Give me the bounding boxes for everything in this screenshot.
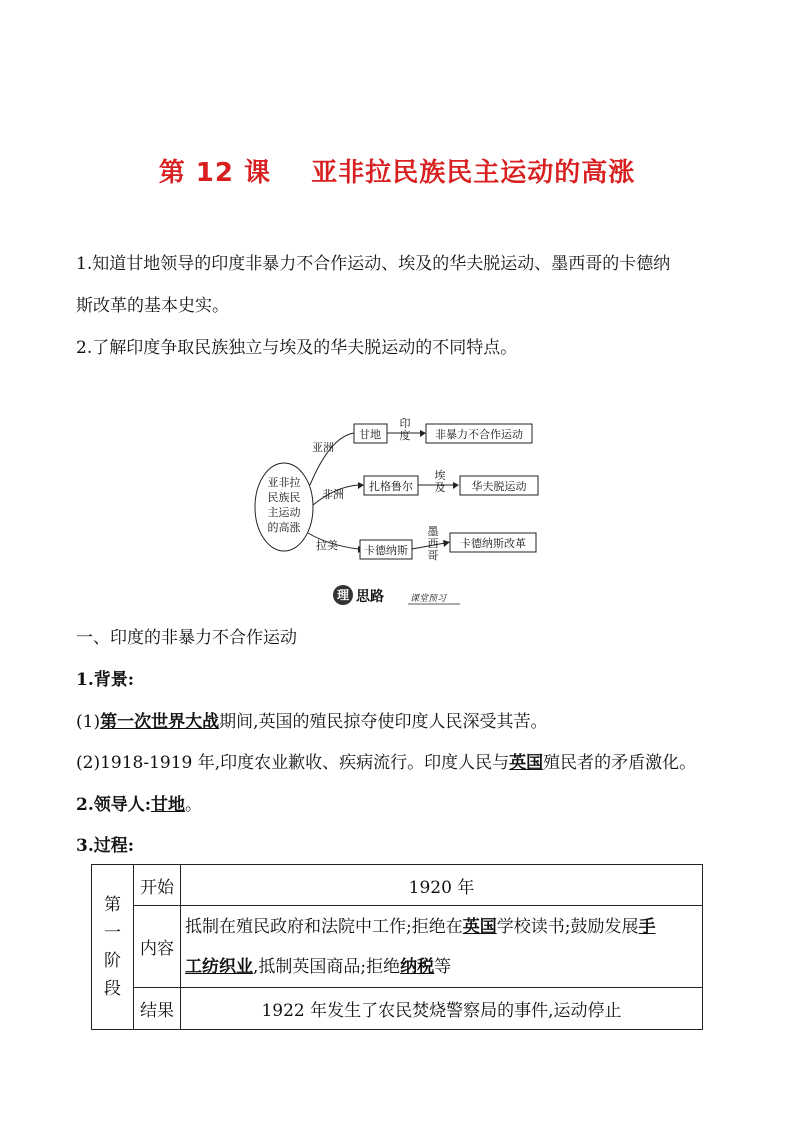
stage-line-1: 第一 — [104, 895, 121, 943]
bg2-post: 殖民者的矛盾激化。 — [543, 753, 697, 773]
row-value-start: 1920 年 — [181, 865, 703, 906]
row-label-content: 内容 — [134, 906, 181, 988]
logo-sub: 课堂预习 — [410, 594, 447, 604]
table-row — [92, 906, 703, 988]
background-label: 1.背景: — [76, 670, 135, 690]
bg2-pre: (2)1918-1919 年,印度农业歉收、疾病流行。印度人民与 — [76, 753, 510, 773]
country-mexico — [428, 525, 439, 562]
content-text-c: ,抵制英国商品;拒绝 — [253, 956, 401, 977]
section-heading: 一、印度的非暴力不合作运动 — [76, 628, 297, 648]
leader-line — [76, 794, 202, 816]
background-item-1 — [76, 711, 548, 733]
person-asia: 甘地 — [359, 428, 381, 441]
center-line-3: 主运动 — [267, 506, 301, 519]
bg1-key: 第一次世界大战 — [100, 712, 220, 732]
content-key-2b: 工纺织业 — [185, 956, 253, 977]
event-asia: 非暴力不合作运动 — [435, 428, 523, 441]
stage-line-2: 阶段 — [104, 951, 121, 999]
bg1-rest: 期间,英国的殖民掠夺使印度人民深受其苦。 — [219, 712, 548, 732]
process-label: 3.过程: — [76, 836, 135, 856]
process-table — [91, 864, 703, 1030]
leader-key: 甘地 — [151, 795, 186, 815]
logo-char: 理 — [336, 588, 350, 602]
row-label-start: 开始 — [134, 865, 181, 906]
event-latam: 卡德纳斯改革 — [460, 537, 526, 550]
content-key-2a: 手 — [638, 916, 656, 937]
stage-cell — [92, 865, 134, 1030]
page-title: 第 12 课 亚非拉民族民主运动的高涨 — [158, 158, 636, 188]
table-row — [92, 865, 703, 906]
content-text-b: 学校读书;鼓励发展 — [496, 916, 639, 937]
region-africa: 非洲 — [322, 488, 344, 501]
center-line-4: 的高涨 — [267, 521, 301, 534]
content-key-3: 纳税 — [400, 956, 435, 977]
row-value-content — [181, 906, 703, 988]
row-label-result: 结果 — [134, 988, 181, 1030]
country-egypt — [435, 469, 447, 494]
logo-text: 思路 — [356, 589, 384, 605]
person-africa: 扎格鲁尔 — [369, 480, 413, 493]
country-egypt-char: 埃 — [434, 469, 446, 482]
goal-2: 2.了解印度争取民族独立与埃及的华夫脱运动的不同特点。 — [76, 338, 518, 358]
region-asia: 亚洲 — [312, 441, 334, 454]
leader-end: 。 — [185, 795, 203, 815]
content-text-a: 抵制在殖民政府和法院中工作;拒绝在 — [185, 916, 463, 937]
person-latam: 卡德纳斯 — [364, 544, 408, 557]
goal-1-line-1: 1.知道甘地领导的印度非暴力不合作运动、埃及的华夫脱运动、墨西哥的卡德纳 — [76, 254, 671, 274]
leader-label: 2.领导人: — [76, 795, 152, 815]
country-india-char: 度 — [399, 429, 411, 442]
row-value-result: 1922 年发生了农民焚烧警察局的事件,运动停止 — [181, 988, 703, 1030]
background-item-2 — [76, 752, 696, 774]
region-latam: 拉美 — [316, 539, 338, 552]
event-africa: 华夫脱运动 — [471, 480, 527, 493]
country-mexico-char: 哥 — [427, 549, 439, 562]
concept-diagram — [250, 415, 550, 610]
country-india — [400, 417, 411, 442]
content-text-d: 等 — [434, 956, 452, 977]
country-india-char: 印 — [399, 417, 411, 430]
content-key-1: 英国 — [462, 916, 497, 937]
bg1-prefix: (1) — [76, 712, 101, 732]
center-line-1: 亚非拉 — [267, 476, 301, 489]
table-row — [92, 988, 703, 1030]
country-mexico-char: 西 — [427, 537, 439, 550]
country-mexico-char: 墨 — [427, 525, 439, 538]
goal-1-line-2: 斯改革的基本史实。 — [76, 296, 229, 316]
bg2-key: 英国 — [509, 753, 544, 773]
country-egypt-char: 及 — [434, 481, 446, 494]
center-line-2: 民族民 — [267, 491, 301, 504]
